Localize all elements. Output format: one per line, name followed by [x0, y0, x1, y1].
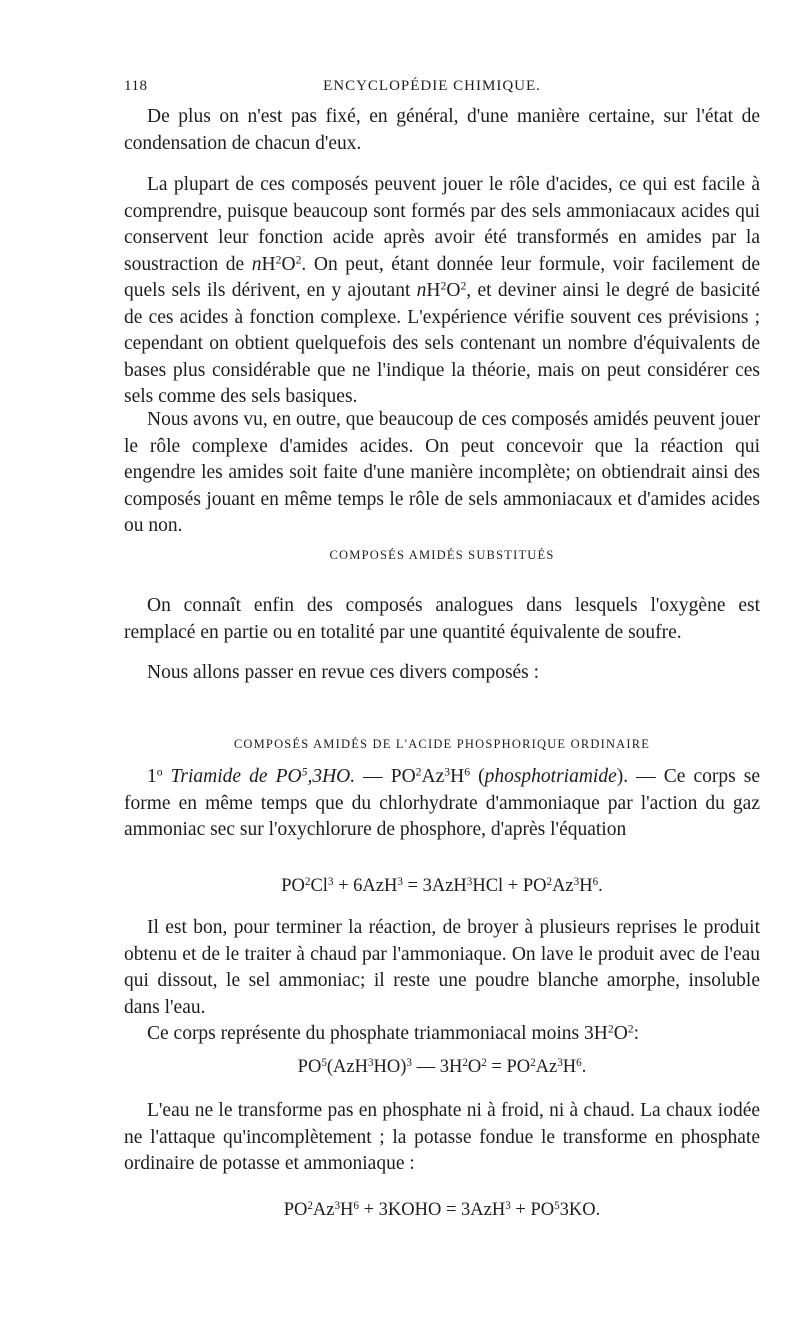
text-fragment: — 3H [411, 1057, 463, 1077]
text-fragment: O [446, 280, 461, 301]
text-fragment: 2 [304, 875, 311, 888]
text-fragment: PO [281, 876, 305, 896]
text-fragment: PO [390, 766, 416, 787]
compound-alt-name: phosphotriamide [484, 766, 617, 787]
text-fragment: 2 [295, 253, 302, 267]
paragraph-text: De plus on n'est pas fixé, en général, d'une manière certaine, sur l'état de condensation de chacun d'eux. [124, 106, 760, 154]
text-fragment: 6 [592, 875, 599, 888]
text-fragment: ( [470, 766, 485, 787]
text-fragment: O [467, 1057, 482, 1077]
text-fragment: Triamide de PO [170, 766, 302, 787]
text-fragment: HO) [373, 1057, 407, 1077]
paragraph-transforme [124, 1098, 760, 1178]
paragraph-text: Nous allons passer en revue ces divers composés : [147, 662, 540, 683]
text-fragment: 2 [275, 253, 282, 267]
text-fragment: o [156, 765, 163, 779]
text-fragment: (AzH [326, 1057, 368, 1077]
text-fragment: = 3AzH [402, 876, 467, 896]
text-fragment: Az [535, 1057, 558, 1077]
equation-1 [124, 876, 760, 897]
text-fragment: 3 [505, 1199, 511, 1212]
section-heading-phosphorique: COMPOSÉS AMIDÉS DE L'ACIDE PHOSPHORIQUE ORDINAIRE [233, 737, 651, 751]
text-fragment: . On peut, étant donnée leur formule, voir facilement de quels sels ils dérivent, en y ajoutant [124, 253, 760, 301]
text-fragment: H [426, 280, 441, 301]
text-fragment: + 3KOHO = 3AzH [358, 1200, 506, 1220]
text-fragment: 1 [147, 766, 157, 787]
text-fragment: O [613, 1023, 628, 1044]
text-fragment: Az [421, 766, 445, 787]
paragraph-text [124, 172, 760, 411]
paragraph-revue [124, 660, 760, 687]
text-fragment: Az [312, 1200, 335, 1220]
text-fragment: + 6AzH [333, 876, 398, 896]
text-fragment: 6 [353, 1199, 359, 1212]
equation-3 [124, 1200, 760, 1221]
equation-2 [124, 1057, 760, 1078]
text-fragment: 3 [327, 875, 334, 888]
text-fragment: H [261, 253, 276, 275]
text-fragment: 3 [444, 765, 451, 779]
text-fragment: 3 [334, 1199, 341, 1212]
page-number: 118 [124, 78, 148, 94]
compound-name [171, 766, 355, 787]
text-fragment: H [579, 876, 593, 896]
text-fragment: Ce corps représente du phosphate triammoniacal moins 3H [147, 1023, 608, 1044]
text-fragment: 2 [607, 1022, 614, 1036]
text-fragment: : [633, 1023, 640, 1044]
text-fragment: 3 [397, 875, 403, 888]
text-fragment: 3 [406, 1056, 412, 1069]
text-fragment: Cl [310, 876, 328, 896]
paragraph-text: On connaît enfin des composés analogues dans lesquels l'oxygène est remplacé en partie ou en totalité par une quantité équivalente de soufre. [124, 595, 760, 643]
section-heading-substitues: COMPOSÉS AMIDÉS SUBSTITUÉS [329, 548, 555, 562]
paragraph-condensation [124, 104, 760, 157]
text-fragment: PO [283, 1200, 308, 1220]
paragraph-text: Nous avons vu, en outre, que beaucoup de ces composés amidés peuvent jouer le rôle complexe d'amides acides. On peut concevoir que la réaction qui engendre les amides soit faite d'une manière incomplète; on obtiendrait ainsi des composés jouant en même temps le rôle de sels ammoniacaux et d'amides acides ou non. [124, 409, 760, 536]
text-fragment: . [598, 876, 603, 896]
text-fragment: O [281, 253, 296, 275]
text-fragment: La plupart de ces composés peuvent jouer le rôle d'acides, ce qui est facile à comprendre, puisque beaucoup sont formés par des sels ammoniacaux acides qui conservent leur fonction acide après avoir été transformés en amides par la soustraction de [124, 174, 760, 275]
text-fragment: 3KO. [559, 1200, 601, 1220]
text-fragment: 2 [440, 279, 447, 293]
text-fragment: = PO [486, 1057, 531, 1077]
text-fragment: H [340, 1200, 354, 1220]
text-fragment: 3 [573, 875, 580, 888]
text-fragment: 2 [530, 1056, 536, 1069]
text-fragment: 2 [627, 1022, 634, 1036]
paragraph-text: L'eau ne le transforme pas en phosphate ni à froid, ni à chaud. La chaux iodée ne l'attaque qu'incomplètement ; la potasse fondue le transforme en phosphate ordinaire de potasse et ammoniaque : [124, 1100, 760, 1174]
text-fragment: 2 [546, 875, 553, 888]
paragraph-text: Il est bon, pour terminer la réaction, de broyer à plusieurs reprises le produit obtenu et de le traiter à chaud par l'ammoniaque. On lave le produit avec de l'eau qui dissout, le sel ammoniac; il reste une poudre blanche amorphe, insoluble dans l'eau. [124, 917, 760, 1018]
text-fragment: 5 [301, 765, 308, 779]
text-fragment: 2 [481, 1056, 487, 1069]
text-fragment: Az [552, 876, 574, 896]
text-fragment: . [581, 1057, 587, 1077]
text-fragment: n [251, 253, 262, 275]
paragraph-phosphate [124, 1021, 760, 1048]
paragraph-soufre [124, 593, 760, 646]
paragraph-broyer [124, 915, 760, 1021]
text-fragment: H [450, 766, 465, 787]
running-title: ENCYCLOPÉDIE CHIMIQUE. [323, 78, 541, 94]
text-fragment: 2 [462, 1056, 468, 1069]
text-fragment: n [416, 280, 427, 301]
page-header [124, 78, 740, 100]
text-fragment: + PO [510, 1200, 555, 1220]
text-fragment: ,3HO. [307, 766, 356, 787]
text-fragment: PO [297, 1057, 322, 1077]
paragraph-triamide [124, 764, 760, 844]
text-fragment: , et deviner ainsi le degré de basicité de ces acides à fonction complexe. L'expérience vérifie souvent ces prévisions ; cependant on obtient quelquefois des sels contenant un nombre d'équivalents de bases plus considérable que ne l'indique la théorie, mais on peut considérer ces sels comme des sels basiques. [124, 280, 760, 407]
text-fragment: 2 [460, 279, 467, 293]
text-fragment: 5 [321, 1056, 327, 1069]
text-fragment: — [355, 766, 391, 787]
text-fragment: 2 [307, 1199, 313, 1212]
text-fragment: 2 [415, 765, 422, 779]
text-fragment: 3 [557, 1056, 563, 1069]
text-fragment: 6 [464, 765, 471, 779]
text-fragment: ). [616, 766, 629, 787]
paragraph-amides-acides [124, 407, 760, 540]
compound-formula [391, 766, 470, 787]
text-fragment: 5 [554, 1199, 560, 1212]
text-fragment: — Ce corps se forme en même temps que du chlorhydrate d'ammoniaque par l'action du gaz ammoniac sec sur l'oxychlorure de phosphore, d'après l'équation [124, 766, 760, 840]
text-fragment: 6 [576, 1056, 582, 1069]
paragraph-text [124, 1021, 760, 1048]
paragraph-text [124, 764, 760, 844]
text-fragment: HCl + PO [472, 876, 547, 896]
paragraph-acids [124, 172, 760, 411]
text-fragment: H [562, 1057, 577, 1077]
text-fragment: 3 [367, 1056, 374, 1069]
text-fragment: 3 [466, 875, 473, 888]
